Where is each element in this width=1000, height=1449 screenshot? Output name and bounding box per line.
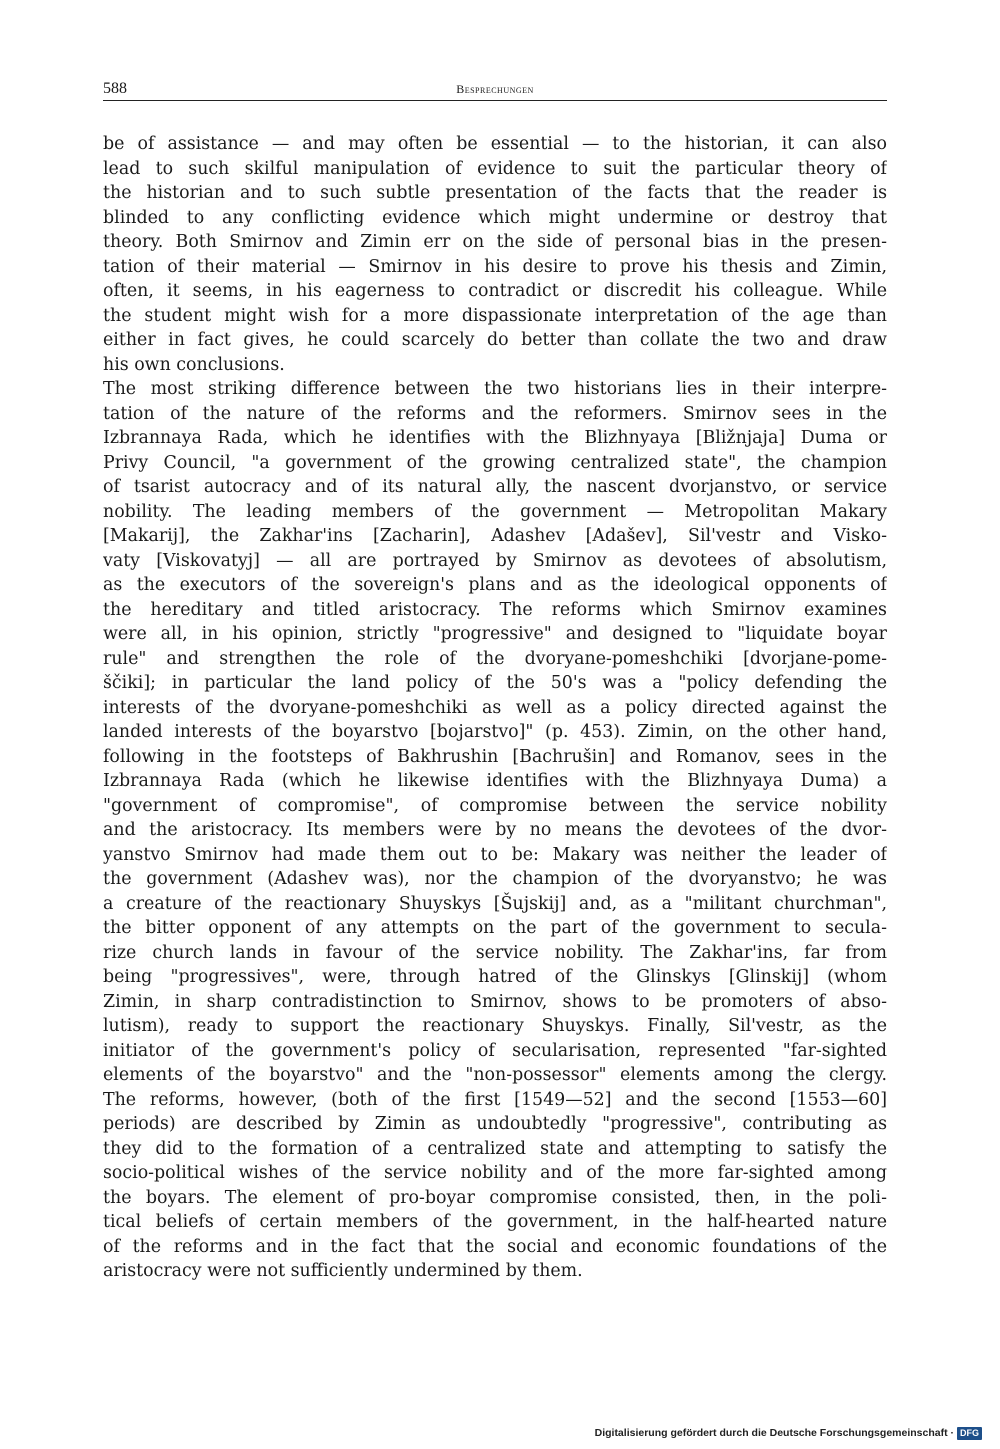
text-line: ščiki]; in particular the land policy of the 50's was a "policy defending the bbox=[103, 673, 887, 693]
text-line: rize church lands in favour of the service nobility. The Zakhar'ins, far from bbox=[103, 942, 887, 963]
page-number: 588 bbox=[103, 80, 127, 97]
text-line: following in the footsteps of Bakhrushin [Bachrušin] and Romanov, sees in the bbox=[103, 746, 887, 767]
text-line: yanstvo Smirnov had made them out to be: Makary was neither the leader of bbox=[103, 844, 887, 865]
text-line: vaty [Viskovatyj] — all are portrayed by Smirnov as devotees of absolutism, bbox=[103, 550, 887, 571]
text-line: being "progressives", were, through hatred of the Glinskys [Glinskij] (whom bbox=[103, 967, 887, 987]
text-line: the historian and to such subtle presentation of the facts that the reader is bbox=[103, 183, 887, 203]
text-line: were all, in his opinion, strictly "progressive" and designed to "liquidate boyar bbox=[103, 624, 887, 644]
body-text bbox=[103, 132, 887, 1284]
text-line: Izbrannaya Rada (which he likewise identifies with the Blizhnyaya Duma) a bbox=[103, 771, 887, 791]
text-line: initiator of the government's policy of secularisation, represented "far-sighted bbox=[103, 1040, 887, 1061]
text-line: often, it seems, in his eagerness to contradict or discredit his colleague. While bbox=[103, 281, 887, 301]
text-line: a creature of the reactionary Shuyskys [Šujskij] and, as a "militant churchman", bbox=[103, 893, 887, 914]
text-line: his own conclusions. bbox=[103, 354, 285, 375]
text-line: theory. Both Smirnov and Zimin err on the side of personal bias in the presen- bbox=[103, 232, 887, 252]
text-line: periods) are described by Zimin as undoubtedly "progressive", contributing as bbox=[103, 1114, 887, 1134]
text-line: Izbrannaya Rada, which he identifies with the Blizhnyaya [Bližnjaja] Duma or bbox=[103, 428, 887, 448]
text-line: elements of the boyarstvo" and the "non-possessor" elements among the clergy. bbox=[103, 1065, 887, 1085]
text-line: Privy Council, "a government of the growing centralized state", the champion bbox=[103, 452, 887, 473]
text-line: Zimin, in sharp contradistinction to Smirnov, shows to be promoters of abso- bbox=[103, 991, 887, 1012]
text-line: either in fact gives, he could scarcely do better than collate the two and draw bbox=[103, 330, 887, 350]
text-line: [Makarij], the Zakhar'ins [Zacharin], Adashev [Adašev], Sil'vestr and Visko- bbox=[103, 526, 887, 546]
text-line: as the executors of the sovereign's plans and as the ideological opponents of bbox=[103, 575, 887, 595]
text-line: rule" and strengthen the role of the dvoryane-pomeshchiki [dvorjane-pome- bbox=[103, 648, 887, 669]
text-line: the government (Adashev was), nor the champion of the dvoryanstvo; he was bbox=[103, 869, 887, 889]
text-line: blinded to any conflicting evidence which might undermine or destroy that bbox=[103, 207, 887, 228]
running-title: Besprechungen bbox=[456, 82, 534, 96]
text-line: of the reforms and in the fact that the social and economic foundations of the bbox=[103, 1236, 887, 1257]
page-header bbox=[103, 80, 887, 101]
text-line: the boyars. The element of pro-boyar compromise consisted, then, in the poli- bbox=[103, 1187, 887, 1208]
text-line: lutism), ready to support the reactionary Shuyskys. Finally, Sil'vestr, as the bbox=[103, 1016, 887, 1036]
text-line: tation of their material — Smirnov in his desire to prove his thesis and Zimin, bbox=[103, 256, 887, 277]
text-line: The most striking difference between the two historians lies in their interpre- bbox=[103, 379, 887, 399]
footer bbox=[595, 1423, 982, 1443]
text-line: tical beliefs of certain members of the government, in the half-hearted nature bbox=[103, 1212, 887, 1232]
text-line: the bitter opponent of any attempts on the part of the government to secula- bbox=[103, 918, 887, 938]
text-line: "government of compromise", of compromise between the service nobility bbox=[103, 795, 887, 816]
text-line: the student might wish for a more dispassionate interpretation of the age than bbox=[103, 305, 887, 326]
text-line: they did to the formation of a centralized state and attempting to satisfy the bbox=[103, 1138, 887, 1159]
text-line: nobility. The leading members of the government — Metropolitan Makary bbox=[103, 501, 887, 522]
text-line: landed interests of the boyarstvo [bojarstvo]" (p. 453). Zimin, on the other hand, bbox=[103, 722, 887, 742]
footer-credit: Digitalisierung gefördert durch die Deutsche Forschungsgemeinschaft · bbox=[594, 1427, 954, 1439]
text-line: be of assistance — and may often be essential — to the historian, it can also bbox=[103, 134, 887, 154]
text-line: lead to such skilful manipulation of evidence to suit the particular theory of bbox=[103, 158, 887, 179]
text-line: interests of the dvoryane-pomeshchiki as well as a policy directed against the bbox=[103, 697, 887, 718]
text-line: the hereditary and titled aristocracy. The reforms which Smirnov examines bbox=[103, 599, 887, 620]
dfg-logo: DFG bbox=[957, 1427, 982, 1440]
text-line: and the aristocracy. Its members were by no means the devotees of the dvor- bbox=[103, 820, 887, 840]
text-line: socio-political wishes of the service nobility and of the more far-sighted among bbox=[103, 1163, 887, 1183]
text-line: tation of the nature of the reforms and the reformers. Smirnov sees in the bbox=[103, 403, 887, 424]
text-line: The reforms, however, (both of the first [1549—52] and the second [1553—60] bbox=[103, 1089, 887, 1110]
text-line: aristocracy were not sufficiently undermined by them. bbox=[103, 1261, 583, 1281]
text-line: of tsarist autocracy and of its natural ally, the nascent dvorjanstvo, or service bbox=[103, 477, 887, 497]
